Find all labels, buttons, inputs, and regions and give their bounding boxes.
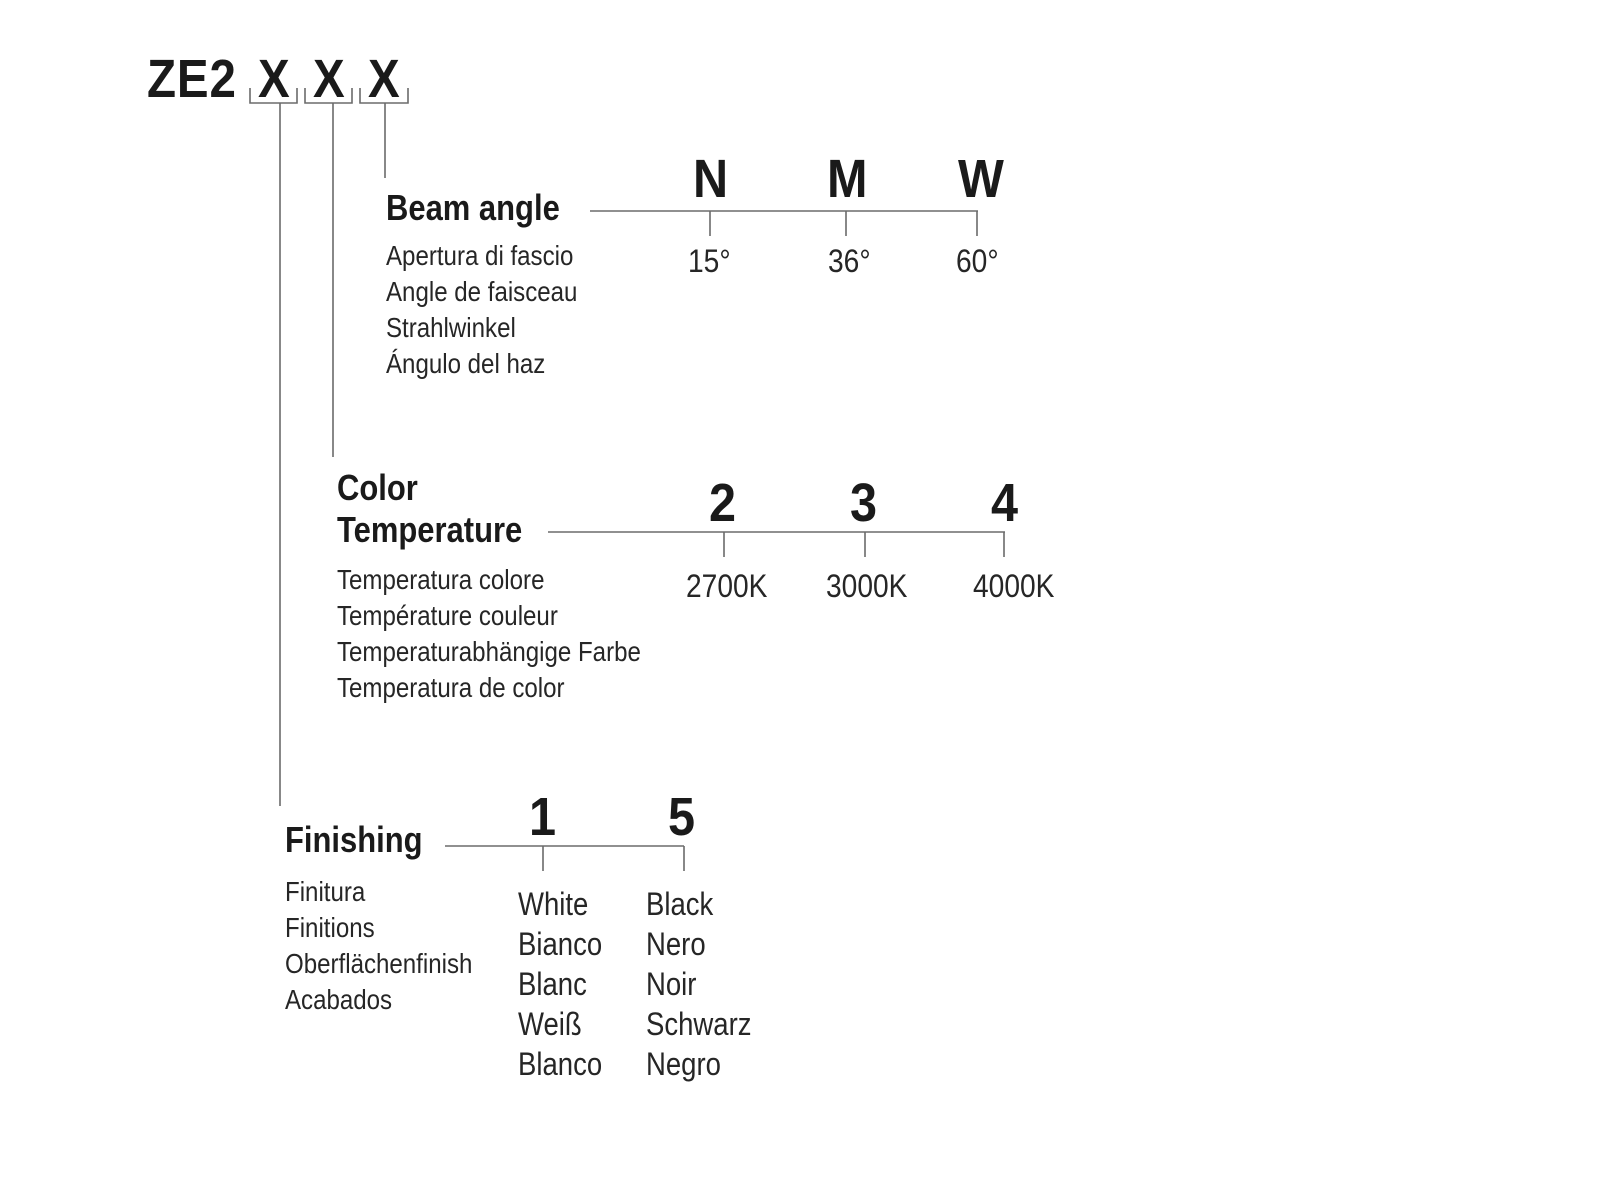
finishing-title: Finishing [285,819,423,860]
beam-option-m-value: 36° [828,243,871,279]
finishing-translation-es: Acabados [285,984,393,1015]
finishing-option-1-name-de: Weiß [518,1006,582,1042]
color-translation-es: Temperatura de color [337,672,565,703]
code-slot-1: X [258,49,291,109]
color-title-line2: Temperature [337,509,523,550]
finishing-option-5-name-es: Negro [646,1046,721,1082]
code-slot-2: X [313,49,346,109]
color-translation-fr: Température couleur [337,600,558,631]
code-prefix: ZE2 [147,49,237,109]
finishing-translation-fr: Finitions [285,912,375,943]
finishing-option-1-name-it: Bianco [518,926,603,962]
finishing-option-1-code: 1 [529,787,557,847]
color-translation-de: Temperaturabhängige Farbe [337,636,641,667]
finishing-option-1-name-es: Blanco [518,1046,603,1082]
color-option-2-value: 2700K [686,568,768,604]
color-option-4-value: 4000K [973,568,1055,604]
finishing-option-5-code: 5 [668,787,696,847]
finishing-option-5-name-fr: Noir [646,966,697,1002]
beam-title: Beam angle [386,187,560,228]
finishing-option-5-name-de: Schwarz [646,1006,752,1042]
color-translation-it: Temperatura colore [337,564,545,595]
color-option-4-code: 4 [991,473,1019,533]
code-slot-3: X [368,49,401,109]
finishing-translation-de: Oberflächenfinish [285,948,473,979]
beam-translation-fr: Angle de faisceau [386,276,578,307]
beam-option-m-code: M [827,149,868,209]
finishing-option-5-name-en: Black [646,886,714,922]
finishing-translation-it: Finitura [285,876,366,907]
color-option-2-code: 2 [709,473,737,533]
beam-translation-es: Ángulo del haz [386,348,546,379]
color-title-line1: Color [337,467,418,508]
beam-option-w-code: W [958,149,1004,209]
beam-option-w-value: 60° [956,243,999,279]
finishing-option-1-name-fr: Blanc [518,966,587,1002]
finishing-option-5-name-it: Nero [646,926,706,962]
beam-option-n-value: 15° [688,243,731,279]
beam-translation-it: Apertura di fascio [386,240,574,271]
color-option-3-value: 3000K [826,568,908,604]
beam-option-n-code: N [693,149,729,209]
color-option-3-code: 3 [850,473,878,533]
beam-translation-de: Strahlwinkel [386,312,516,343]
finishing-option-1-name-en: White [518,886,589,922]
